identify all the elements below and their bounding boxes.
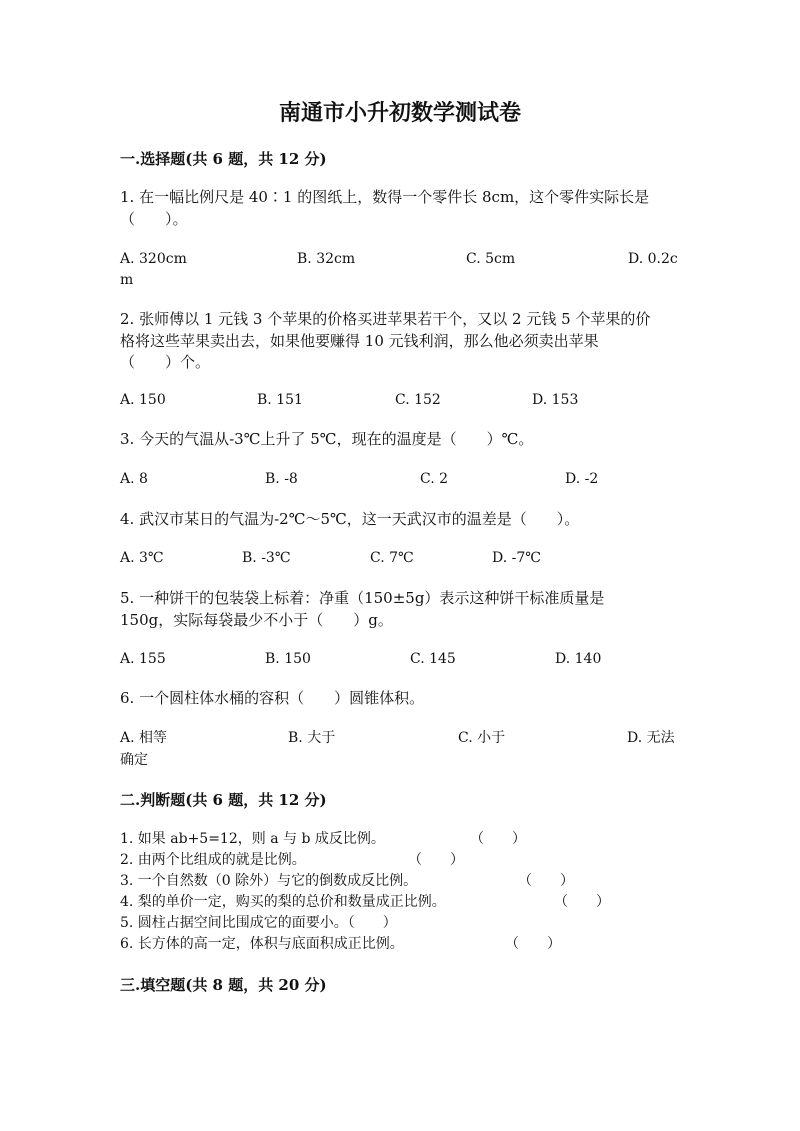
question-text-line: （ ）个。 [120,353,211,371]
question-text-line: 格将这些苹果卖出去，如果他要赚得 10 元钱利润，那么他必须卖出苹果 [120,332,599,350]
answer-paren: （ ） [470,831,526,847]
option-a: A. 3℃ [120,550,164,566]
section-heading-choice: 一.选择题(共 6 题，共 12 分) [120,150,327,168]
question-text-line: 2. 张师傅以 1 元钱 3 个苹果的价格买进苹果若干个，又以 2 元钱 5 个苹果的价 [120,310,651,328]
answer-paren: （ ） [518,873,574,889]
option-c: C. 152 [395,392,441,408]
option-wrap-text: m [120,272,134,288]
option-a: A. 320cm [120,251,187,267]
option-b: B. 151 [257,392,303,408]
option-c: C. 2 [420,471,449,487]
option-b: B. -3℃ [242,550,291,566]
judge-item-2: 2. 由两个比组成的就是比例。 [120,852,306,868]
option-b: B. -8 [265,471,298,487]
question-text-line: （ ）。 [120,210,188,228]
answer-paren: （ ） [408,852,464,868]
question-text-line: 5. 一种饼干的包装袋上标着：净重（150±5g）表示这种饼干标准质量是 [120,589,605,607]
option-c: C. 小于 [458,730,506,746]
judge-item-6: 6. 长方体的高一定，体积与底面积成正比例。 [120,936,404,952]
question-text-line: 4. 武汉市某日的气温为-2℃～5℃，这一天武汉市的温差是（ ）。 [120,510,580,528]
judge-item-1: 1. 如果 ab+5=12，则 a 与 b 成反比例。 [120,831,385,847]
section-heading-fill: 三.填空题(共 8 题，共 20 分) [120,976,327,994]
option-d: D. -7℃ [492,550,541,566]
option-b: B. 大于 [288,730,336,746]
option-a: A. 8 [120,471,148,487]
answer-paren: （ ） [554,894,610,910]
answer-paren: （ ） [505,936,561,952]
section-heading-judge: 二.判断题(共 6 题，共 12 分) [120,791,327,809]
question-text-line: 3. 今天的气温从-3℃上升了 5℃，现在的温度是（ ）℃。 [120,430,534,448]
option-d: D. 140 [555,651,602,667]
option-c: C. 5cm [466,251,516,267]
option-b: B. 32cm [297,251,356,267]
option-a: A. 相等 [120,730,168,746]
option-d: D. 无法 [627,730,675,746]
page-title: 南通市小升初数学测试卷 [278,100,521,126]
option-c: C. 7℃ [370,550,414,566]
option-a: A. 150 [120,392,166,408]
judge-item-4: 4. 梨的单价一定，购买的梨的总价和数量成正比例。 [120,894,446,910]
option-d: D. -2 [565,471,599,487]
question-text-line: 1. 在一幅比例尺是 40∶1 的图纸上，数得一个零件长 8cm，这个零件实际长是 [120,188,650,206]
option-wrap-text: 确定 [120,752,148,768]
option-a: A. 155 [120,651,166,667]
option-c: C. 145 [410,651,456,667]
judge-item-5: 5. 圆柱占据空间比围成它的面要小。（ ） [120,915,397,931]
question-text-line: 6. 一个圆柱体水桶的容积（ ）圆锥体积。 [120,689,425,707]
option-d: D. 0.2c [628,251,678,267]
option-d: D. 153 [532,392,579,408]
option-b: B. 150 [265,651,311,667]
question-text-line: 150g，实际每袋最少不小于（ ）g。 [120,611,393,629]
judge-item-3: 3. 一个自然数（0 除外）与它的倒数成反比例。 [120,873,418,889]
